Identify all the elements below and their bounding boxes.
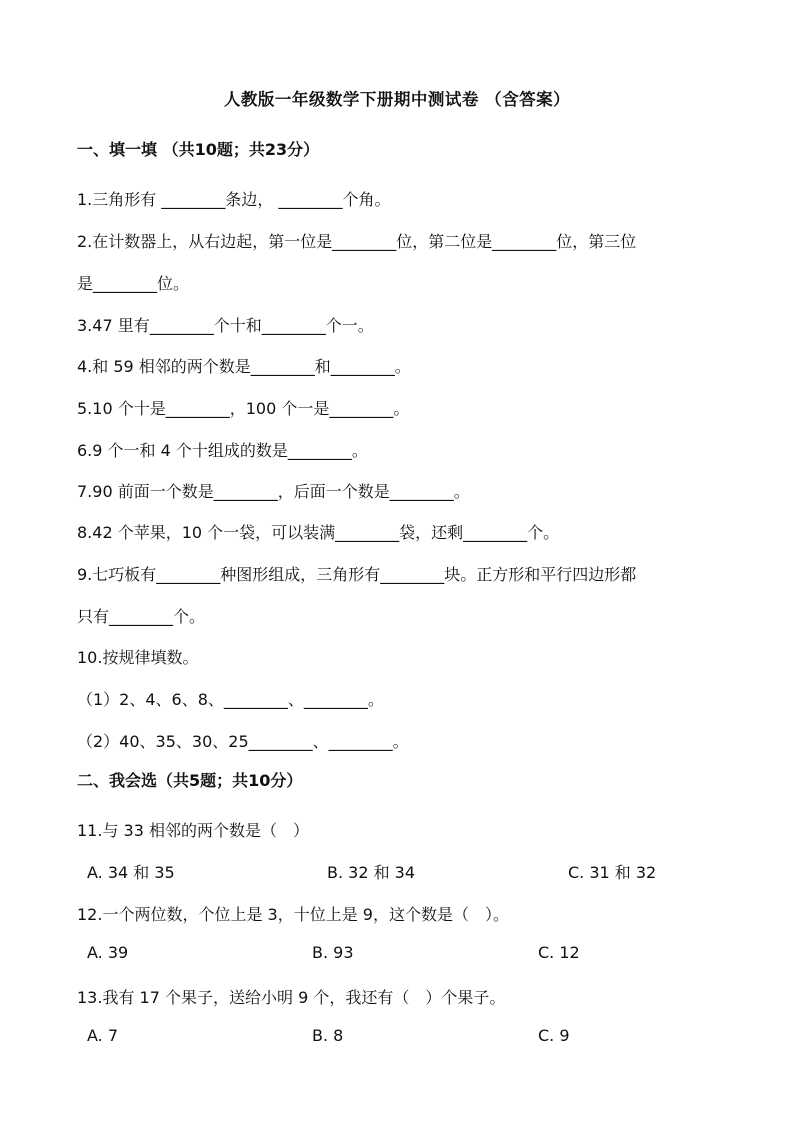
question-12: 12.一个两位数，个位上是 3，十位上是 9，这个数是（ ）。 [77,905,509,924]
question-line: 只有________个。 [77,607,206,626]
question-line: （1）2、4、6、8、________、________。 [77,690,384,709]
page-title: 人教版一年级数学下册期中测试卷 （含答案） [223,90,571,109]
question-line: 3.47 里有________个十和________个一。 [77,316,374,335]
question-line: 10.按规律填数。 [77,648,199,667]
question-line: 6.9 个一和 4 个十组成的数是________。 [77,441,368,460]
question-line: 1.三角形有 ________条边， ________个角。 [77,190,391,209]
option-a: A. 34 和 35 [87,863,175,882]
option-b: B. 8 [312,1026,344,1045]
question-11: 11.与 33 相邻的两个数是（ ） [77,821,309,840]
section-heading-multiple-choice: 二、我会选（共5题；共10分） [77,771,303,790]
question-line: 9.七巧板有________种图形组成，三角形有________块。正方形和平行四边形都 [77,565,637,584]
question-line: 是________位。 [77,274,190,293]
option-a: A. 39 [87,943,129,962]
question-line: （2）40、35、30、25________、________。 [77,732,409,751]
question-line: 4.和 59 相邻的两个数是________和________。 [77,357,411,376]
option-b: B. 93 [312,943,354,962]
question-13: 13.我有 17 个果子，送给小明 9 个，我还有（ ）个果子。 [77,988,506,1007]
options-row [87,1026,727,1048]
option-b: B. 32 和 34 [327,863,416,882]
option-c: C. 12 [538,943,580,962]
option-c: C. 9 [538,1026,570,1045]
option-c: C. 31 和 32 [568,863,657,882]
question-line: 5.10 个十是________，100 个一是________。 [77,399,410,418]
question-line: 2.在计数器上，从右边起，第一位是________位，第二位是________位，第三位 [77,232,637,251]
options-row [87,860,727,882]
option-a: A. 7 [87,1026,119,1045]
options-row [87,943,727,965]
question-line: 8.42 个苹果，10 个一袋，可以装满________袋，还剩________个。 [77,523,560,542]
question-line: 7.90 前面一个数是________，后面一个数是________。 [77,482,470,501]
section-heading-fill-in: 一、填一填 （共10题；共23分） [77,140,320,159]
